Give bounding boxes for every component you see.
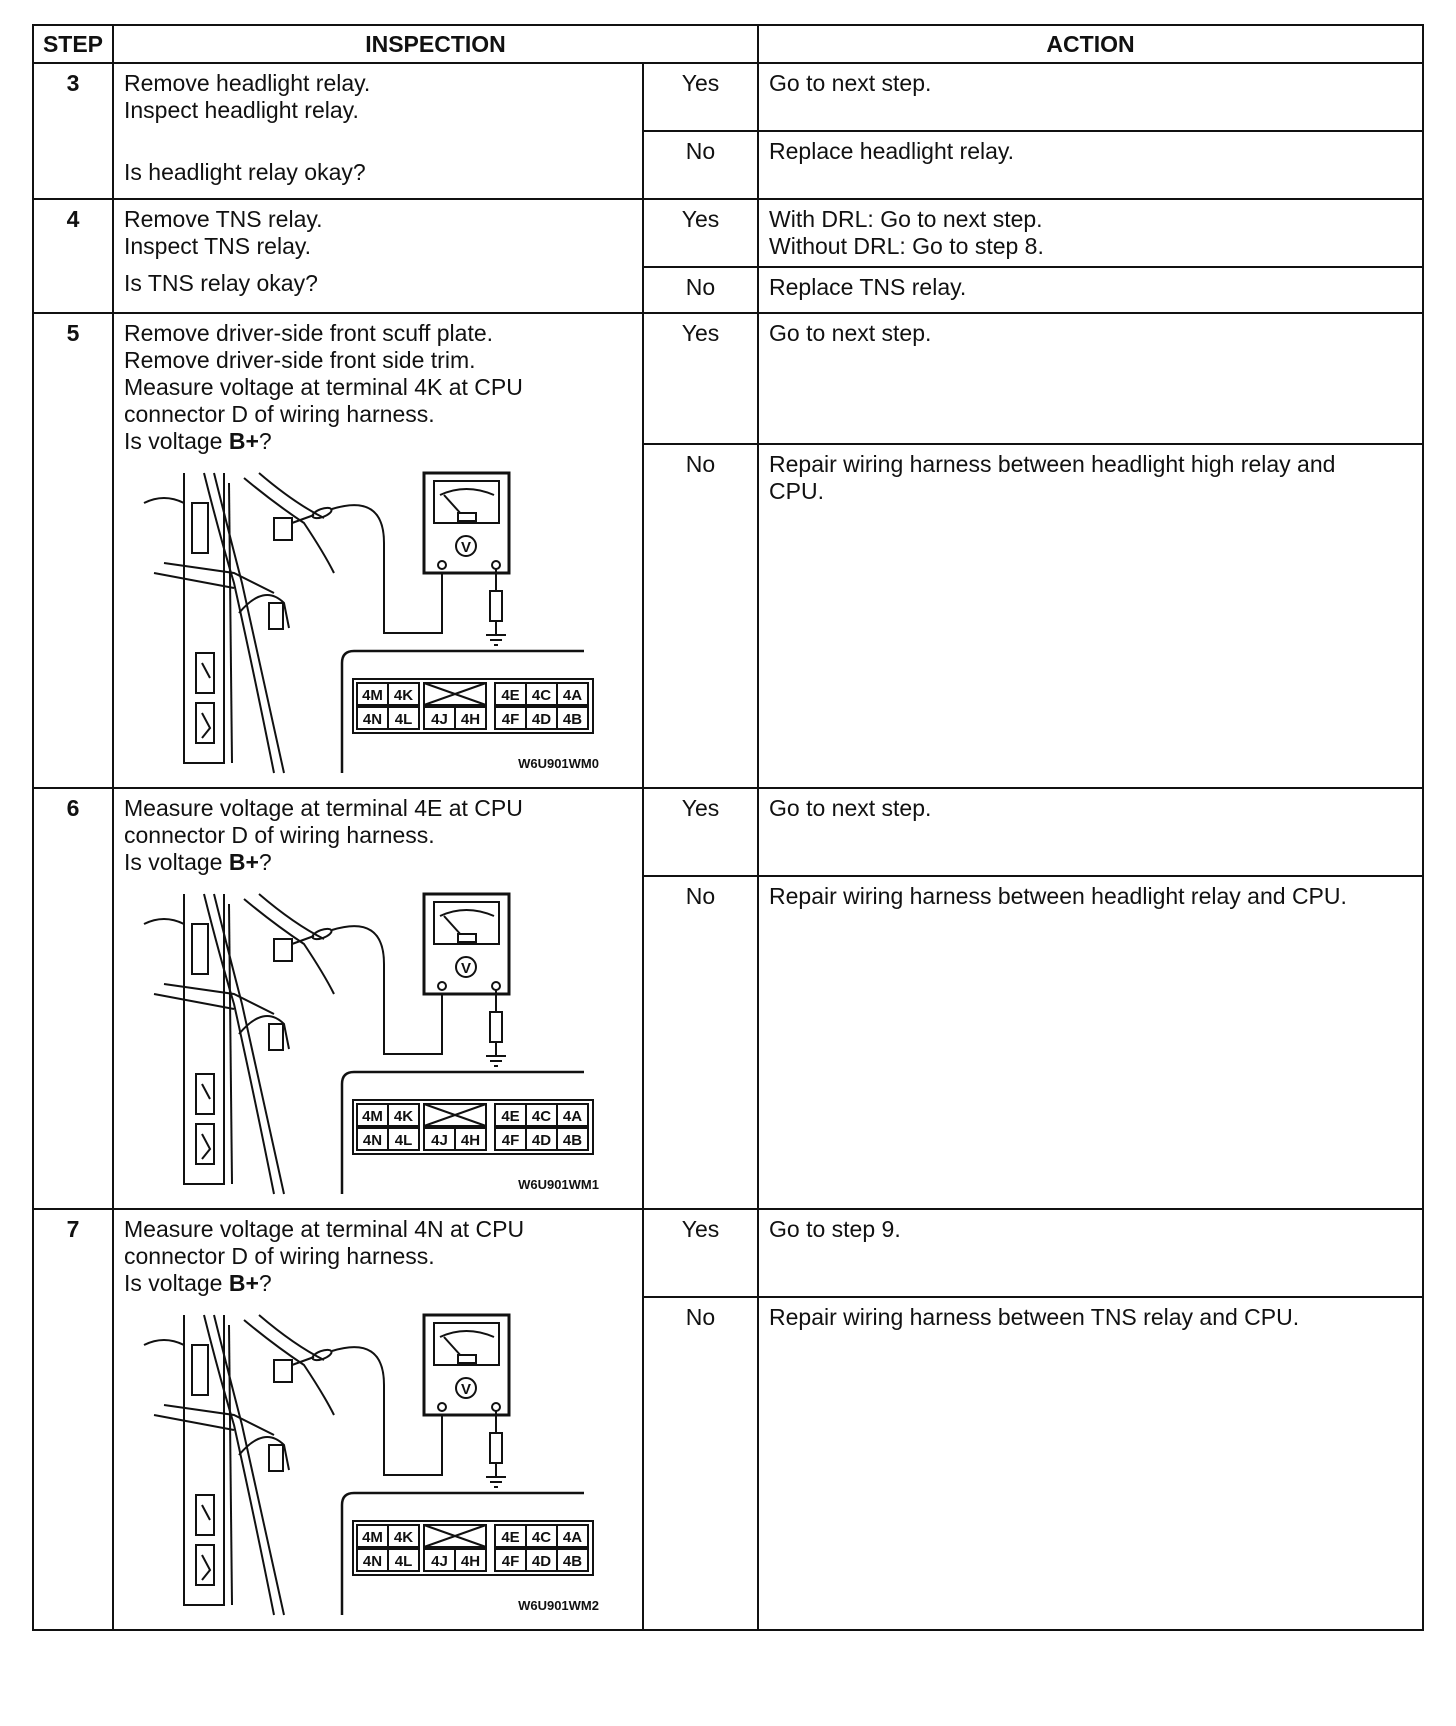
meter-pivot bbox=[458, 513, 476, 521]
diagnostic-table bbox=[32, 24, 1424, 1631]
table-row-step-3-yes bbox=[33, 63, 1423, 131]
yes-label: Yes bbox=[643, 199, 758, 267]
no-action bbox=[758, 131, 1423, 199]
figure-code: W6U901WM1 bbox=[518, 1177, 599, 1192]
wire bbox=[144, 919, 184, 924]
wire bbox=[244, 1320, 334, 1415]
inspection-question bbox=[124, 428, 632, 455]
question-text: Is voltage bbox=[124, 428, 229, 454]
panel-edge bbox=[229, 904, 232, 1184]
pin-label: 4A bbox=[562, 687, 583, 704]
wire bbox=[244, 478, 334, 573]
inspection-question bbox=[124, 849, 632, 876]
inspection-line: connector D of wiring harness. bbox=[124, 1243, 435, 1269]
pin-label: 4B bbox=[562, 1553, 583, 1570]
question-text: Is voltage bbox=[124, 1270, 229, 1296]
meter-terminal bbox=[438, 561, 446, 569]
inspection-line: Remove TNS relay. bbox=[124, 206, 323, 232]
pin-label: 4B bbox=[562, 1132, 583, 1149]
wire bbox=[259, 1315, 324, 1360]
no-label: No bbox=[643, 876, 758, 1209]
figure-code: W6U901WM0 bbox=[518, 756, 599, 771]
yes-label: Yes bbox=[643, 63, 758, 131]
meter-pivot bbox=[458, 934, 476, 942]
pin-label: 4J bbox=[431, 711, 448, 728]
pin-label: 4A bbox=[562, 1108, 583, 1125]
pin-label: 4K bbox=[393, 687, 414, 704]
inspection-line: Measure voltage at terminal 4E at CPU bbox=[124, 795, 523, 821]
inspection-cell bbox=[113, 199, 643, 313]
inspection-question: Is headlight relay okay? bbox=[124, 159, 366, 185]
probe-tip bbox=[311, 1348, 333, 1362]
wire bbox=[202, 1084, 210, 1159]
relay-box bbox=[196, 1074, 214, 1114]
meter-label: V bbox=[460, 1381, 472, 1398]
relay-box bbox=[196, 1124, 214, 1164]
voltmeter-diagram bbox=[124, 884, 614, 1204]
relay-box bbox=[196, 1545, 214, 1585]
inspection-line: connector D of wiring harness. bbox=[124, 401, 435, 427]
pin-label: 4F bbox=[501, 1132, 520, 1149]
relay-box bbox=[192, 924, 208, 974]
pin-label: 4E bbox=[501, 1529, 520, 1546]
wire bbox=[144, 498, 184, 503]
pin-label: 4C bbox=[531, 687, 552, 704]
pin-label: 4J bbox=[431, 1132, 448, 1149]
yes-label: Yes bbox=[643, 788, 758, 876]
bracket bbox=[154, 573, 234, 588]
voltmeter-icon bbox=[424, 1315, 509, 1415]
pin-label: 4M bbox=[362, 1108, 383, 1125]
yes-label: Yes bbox=[643, 313, 758, 444]
pin-label: 4C bbox=[531, 1108, 552, 1125]
pin-label: 4M bbox=[362, 687, 383, 704]
question-value: B+ bbox=[228, 1270, 259, 1296]
voltmeter-icon bbox=[424, 473, 509, 573]
question-value: B+ bbox=[228, 849, 259, 875]
pin-label: 4H bbox=[460, 1553, 481, 1570]
relay-box bbox=[196, 653, 214, 693]
figure-code: W6U901WM2 bbox=[518, 1598, 599, 1613]
connector-plug bbox=[269, 603, 283, 629]
header-action: ACTION bbox=[758, 25, 1423, 63]
pin-label: 4H bbox=[460, 1132, 481, 1149]
step-number: 5 bbox=[33, 313, 113, 788]
inspection-cell bbox=[113, 63, 643, 199]
yes-action bbox=[758, 1209, 1423, 1297]
inspection-line: Remove driver-side front scuff plate. bbox=[124, 320, 494, 346]
question-mark: ? bbox=[258, 849, 272, 875]
pin-label: 4L bbox=[394, 1132, 413, 1149]
panel-outline bbox=[184, 1315, 224, 1605]
inspection-question: Is TNS relay okay? bbox=[124, 270, 318, 296]
inspection-cell bbox=[113, 1209, 643, 1630]
panel-edge bbox=[229, 1325, 232, 1605]
inspection-cell bbox=[113, 313, 643, 788]
pin-label: 4E bbox=[501, 1108, 520, 1125]
meter-terminal bbox=[492, 1403, 500, 1411]
no-action bbox=[758, 444, 1423, 788]
action-line: Repair wiring harness between headlight high relay and bbox=[769, 451, 1336, 477]
pin-label: 4N bbox=[362, 1553, 383, 1570]
wire bbox=[244, 899, 334, 994]
wire bbox=[202, 663, 210, 738]
table-row-step-7-yes bbox=[33, 1209, 1423, 1297]
meter-pivot bbox=[458, 1355, 476, 1363]
action-line: Replace headlight relay. bbox=[769, 138, 1015, 164]
table-row-step-5-yes bbox=[33, 313, 1423, 444]
meter-terminal bbox=[438, 982, 446, 990]
probe-tip bbox=[311, 506, 333, 520]
bracket bbox=[154, 994, 234, 1009]
no-label: No bbox=[643, 131, 758, 199]
action-line: Repair wiring harness between headlight relay and CPU. bbox=[769, 883, 1347, 909]
ground-icon bbox=[486, 1411, 506, 1487]
yes-action bbox=[758, 313, 1423, 444]
meter-terminal bbox=[492, 561, 500, 569]
inspection-line: Remove driver-side front side trim. bbox=[124, 347, 476, 373]
inspection-line: connector D of wiring harness. bbox=[124, 822, 435, 848]
table-row-step-4-yes bbox=[33, 199, 1423, 267]
step-number: 4 bbox=[33, 199, 113, 313]
pin-label: 4L bbox=[394, 1553, 413, 1570]
action-line: Go to step 9. bbox=[769, 1216, 901, 1242]
ground-icon bbox=[486, 569, 506, 645]
yes-label: Yes bbox=[643, 1209, 758, 1297]
pin-label: 4J bbox=[431, 1553, 448, 1570]
action-line: Go to next step. bbox=[769, 70, 932, 96]
step-number: 6 bbox=[33, 788, 113, 1209]
ground-icon bbox=[486, 990, 506, 1066]
pin-label: 4E bbox=[501, 687, 520, 704]
question-mark: ? bbox=[258, 1270, 272, 1296]
inspection-cell bbox=[113, 788, 643, 1209]
yes-action bbox=[758, 63, 1423, 131]
connector-pinout bbox=[353, 679, 593, 733]
pin-label: 4N bbox=[362, 711, 383, 728]
connector-plug bbox=[274, 939, 292, 961]
inspection-line: Remove headlight relay. bbox=[124, 70, 371, 96]
probe-tip bbox=[311, 927, 333, 941]
connector-plug bbox=[274, 1360, 292, 1382]
action-line: Repair wiring harness between TNS relay and CPU. bbox=[769, 1304, 1300, 1330]
no-action bbox=[758, 1297, 1423, 1630]
panel-outline bbox=[184, 894, 224, 1184]
pin-label: 4M bbox=[362, 1529, 383, 1546]
action-line: Without DRL: Go to step 8. bbox=[769, 233, 1044, 259]
connector-pinout bbox=[353, 1100, 593, 1154]
voltmeter-diagram bbox=[124, 463, 614, 783]
wire bbox=[202, 1505, 210, 1580]
meter-label: V bbox=[460, 960, 472, 977]
voltmeter-diagram bbox=[124, 1305, 614, 1625]
inspection-line: Measure voltage at terminal 4K at CPU bbox=[124, 374, 523, 400]
header-step: STEP bbox=[33, 25, 113, 63]
yes-action bbox=[758, 788, 1423, 876]
voltmeter-icon bbox=[424, 894, 509, 994]
action-line: Go to next step. bbox=[769, 320, 932, 346]
panel-outline bbox=[184, 473, 224, 763]
inspection-question bbox=[124, 1270, 632, 1297]
pin-label: 4C bbox=[531, 1529, 552, 1546]
relay-box bbox=[196, 703, 214, 743]
question-text: Is voltage bbox=[124, 849, 229, 875]
pin-label: 4D bbox=[531, 1132, 552, 1149]
pin-label: 4B bbox=[562, 711, 583, 728]
meter-label: V bbox=[460, 539, 472, 556]
panel-edge bbox=[229, 483, 232, 763]
step-number: 7 bbox=[33, 1209, 113, 1630]
inspection-line: Inspect TNS relay. bbox=[124, 233, 312, 259]
pin-label: 4L bbox=[394, 711, 413, 728]
yes-action bbox=[758, 199, 1423, 267]
pin-label: 4A bbox=[562, 1529, 583, 1546]
pin-label: 4D bbox=[531, 1553, 552, 1570]
pin-label: 4N bbox=[362, 1132, 383, 1149]
pin-label: 4D bbox=[531, 711, 552, 728]
no-action bbox=[758, 876, 1423, 1209]
meter-terminal bbox=[438, 1403, 446, 1411]
inspection-line: Measure voltage at terminal 4N at CPU bbox=[124, 1216, 525, 1242]
pin-label: 4F bbox=[501, 1553, 520, 1570]
no-label: No bbox=[643, 444, 758, 788]
wire bbox=[144, 1340, 184, 1345]
action-line: With DRL: Go to next step. bbox=[769, 206, 1043, 232]
voltmeter-connector-figure bbox=[124, 884, 632, 1204]
question-mark: ? bbox=[258, 428, 272, 454]
voltmeter-connector-figure bbox=[124, 463, 632, 783]
voltmeter-connector-figure bbox=[124, 1305, 632, 1625]
pin-label: 4H bbox=[460, 711, 481, 728]
meter-terminal bbox=[492, 982, 500, 990]
inspection-line: Inspect headlight relay. bbox=[124, 97, 359, 123]
relay-box bbox=[192, 1345, 208, 1395]
pin-label: 4F bbox=[501, 711, 520, 728]
connector-plug bbox=[269, 1024, 283, 1050]
connector-pinout bbox=[353, 1521, 593, 1575]
action-line: CPU. bbox=[769, 478, 824, 504]
pin-label: 4K bbox=[393, 1529, 414, 1546]
table-header-row bbox=[33, 25, 1423, 63]
header-inspection: INSPECTION bbox=[113, 25, 758, 63]
no-label: No bbox=[643, 267, 758, 313]
action-line: Go to next step. bbox=[769, 795, 932, 821]
relay-box bbox=[192, 503, 208, 553]
action-line: Replace TNS relay. bbox=[769, 274, 967, 300]
wire bbox=[259, 894, 324, 939]
no-action bbox=[758, 267, 1423, 313]
connector-plug bbox=[269, 1445, 283, 1471]
step-number: 3 bbox=[33, 63, 113, 199]
bracket bbox=[154, 1415, 234, 1430]
connector-plug bbox=[274, 518, 292, 540]
question-value: B+ bbox=[228, 428, 259, 454]
table-row-step-6-yes bbox=[33, 788, 1423, 876]
wire bbox=[259, 473, 324, 518]
no-label: No bbox=[643, 1297, 758, 1630]
relay-box bbox=[196, 1495, 214, 1535]
pin-label: 4K bbox=[393, 1108, 414, 1125]
